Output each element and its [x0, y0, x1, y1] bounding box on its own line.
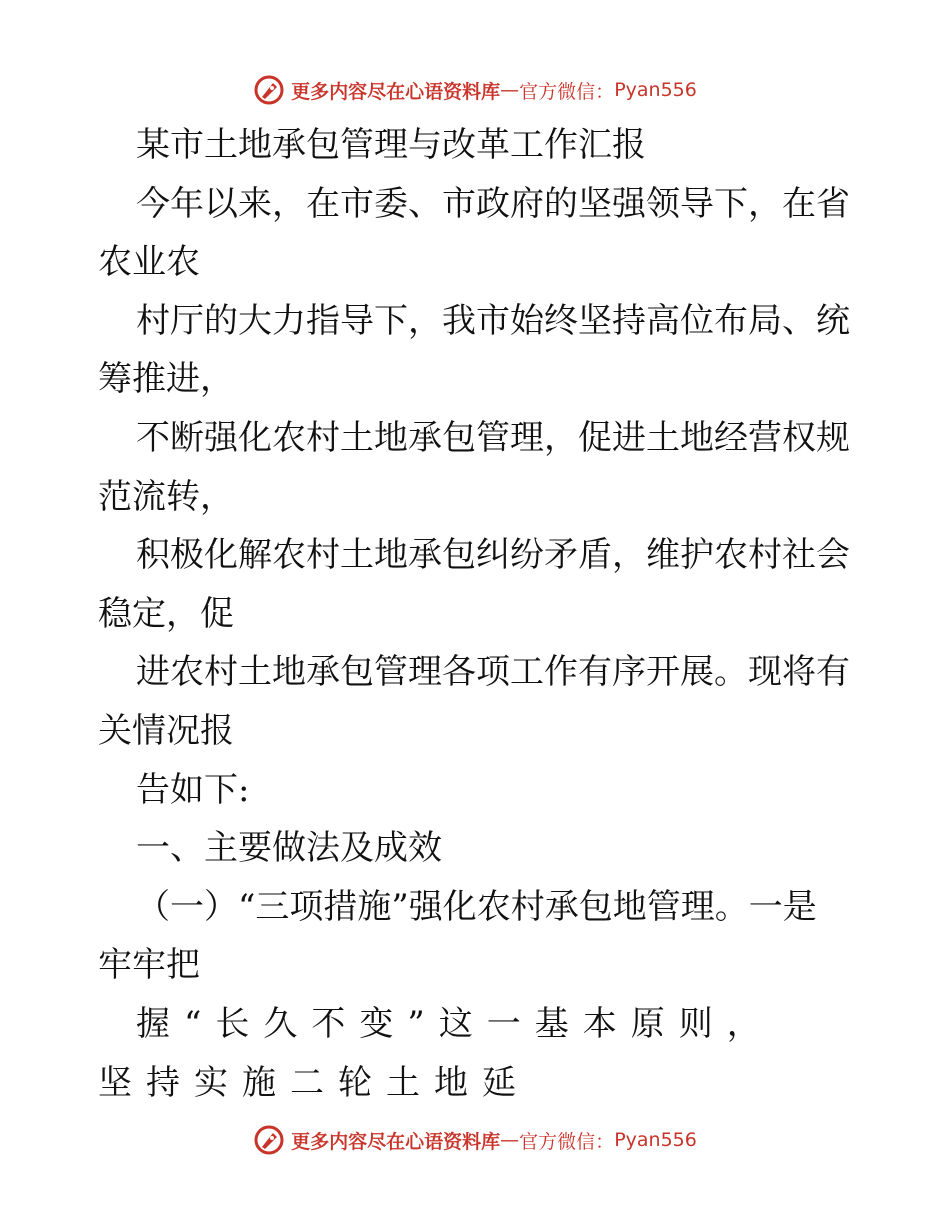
paragraph-line: 牢牢把 [98, 945, 200, 986]
paragraph-line: 村厅的大力指导下，我市始终坚持高位布局、统 [136, 300, 850, 341]
watermark-header [0, 72, 950, 108]
watermark-wechat-id: Pyan556 [614, 79, 697, 101]
watermark-footer [0, 1122, 950, 1158]
paragraph-line: 告如下: [136, 769, 250, 810]
pen-nib-circle-icon [253, 74, 285, 106]
paragraph-line: 一、主要做法及成效 [136, 828, 442, 869]
watermark-main-text: 更多内容尽在心语资料库 [291, 80, 501, 103]
paragraph-line: 农业农 [98, 242, 200, 283]
document-body [98, 116, 858, 1112]
paragraph-line: 范流转， [98, 476, 234, 517]
paragraph-line: 不断强化农村土地承包管理，促进土地经营权规 [136, 417, 850, 458]
watermark-separator: — [500, 79, 520, 101]
paragraph-line: （一）“三项措施”强化农村承包地管理。一是 [136, 886, 817, 927]
watermark-wechat-label: 官方微信： [519, 80, 615, 103]
watermark-wechat-label: 官方微信： [519, 1130, 615, 1153]
paragraph-line: 积极化解农村土地承包纠纷矛盾，维护农村社会 [136, 535, 850, 576]
watermark-main-text: 更多内容尽在心语资料库 [291, 1130, 501, 1153]
paragraph-line: 关情况报 [98, 710, 234, 751]
watermark-separator: — [500, 1129, 520, 1151]
paragraph-line: 筹推进， [98, 359, 234, 400]
pen-nib-circle-icon [253, 1124, 285, 1156]
paragraph-line: 今年以来，在市委、市政府的坚强领导下，在省 [136, 183, 850, 224]
watermark-wechat-id: Pyan556 [614, 1129, 697, 1151]
paragraph-line: 某市土地承包管理与改革工作汇报 [136, 125, 646, 165]
paragraph-line: 稳定，促 [98, 593, 234, 634]
paragraph-line: 进农村土地承包管理各项工作有序开展。现将有 [136, 652, 850, 693]
paragraph-line: 握“长久不变”这一基本原则， [136, 1003, 775, 1044]
paragraph-line: 坚持实施二轮土地延 [98, 1062, 530, 1103]
